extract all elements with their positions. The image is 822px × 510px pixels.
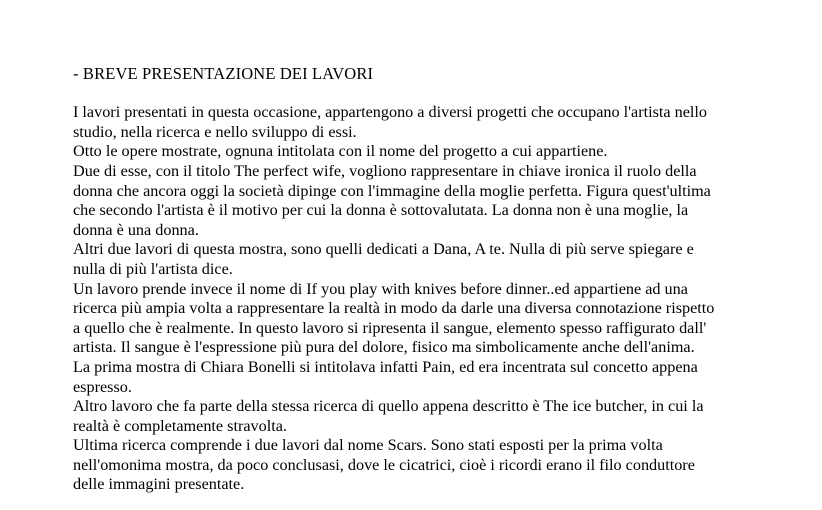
text-line: Un lavoro prende invece il nome di If you play with knives before dinner..ed appartiene ad una: [73, 279, 688, 298]
text-line: a quello che è realmente. In questo lavoro si ripresenta il sangue, elemento spesso raffigurato dall': [73, 318, 707, 337]
text-line: studio, nella ricerca e nello sviluppo di essi.: [73, 122, 357, 141]
document-heading: - BREVE PRESENTAZIONE DEI LAVORI: [73, 64, 374, 83]
text-line: artista. Il sangue è l'espressione più pura del dolore, fisico ma simbolicamente anche dell'anima.: [73, 338, 695, 357]
text-line: che secondo l'artista è il motivo per cui la donna è sottovalutata. La donna non è una moglie, la: [73, 201, 689, 220]
text-line: delle immagini presentate.: [73, 475, 245, 494]
text-line: donna è una donna.: [73, 220, 199, 239]
text-line: espresso.: [73, 377, 132, 396]
text-line: I lavori presentati in questa occasione, appartengono a diversi progetti che occupano l'artista nello: [73, 103, 707, 122]
text-line: Due di esse, con il titolo The perfect wife, vogliono rappresentare in chiave ironica il ruolo della: [73, 161, 697, 180]
text-line: Ultima ricerca comprende i due lavori dal nome Scars. Sono stati esposti per la prima volta: [73, 436, 663, 455]
text-line: ricerca più ampia volta a rappresentare la realtà in modo da darle una diversa connotazione rispetto: [73, 299, 715, 318]
text-line: La prima mostra di Chiara Bonelli si intitolava infatti Pain, ed era incentrata sul concetto appena: [73, 357, 698, 376]
text-line: Altri due lavori di questa mostra, sono quelli dedicati a Dana, A te. Nulla di più serve spiegare e: [73, 240, 694, 259]
heading-spacer: [73, 84, 773, 104]
text-line: Altro lavoro che fa parte della stessa ricerca di quello appena descritto è The ice butcher, in cui la: [73, 397, 704, 416]
document-text-body: [73, 64, 773, 495]
text-line: realtà è completamente stravolta.: [73, 416, 287, 435]
document-paragraph-block: [73, 103, 773, 495]
text-line: nulla di più l'artista dice.: [73, 259, 233, 278]
text-line: Otto le opere mostrate, ognuna intitolata con il nome del progetto a cui appartiene.: [73, 142, 608, 161]
text-line: donna che ancora oggi la società dipinge con l'immagine della moglie perfetta. Figura quest'ultima: [73, 181, 711, 200]
text-line: nell'omonima mostra, da poco conclusasi, dove le cicatrici, cioè i ricordi erano il filo conduttore: [73, 455, 695, 474]
